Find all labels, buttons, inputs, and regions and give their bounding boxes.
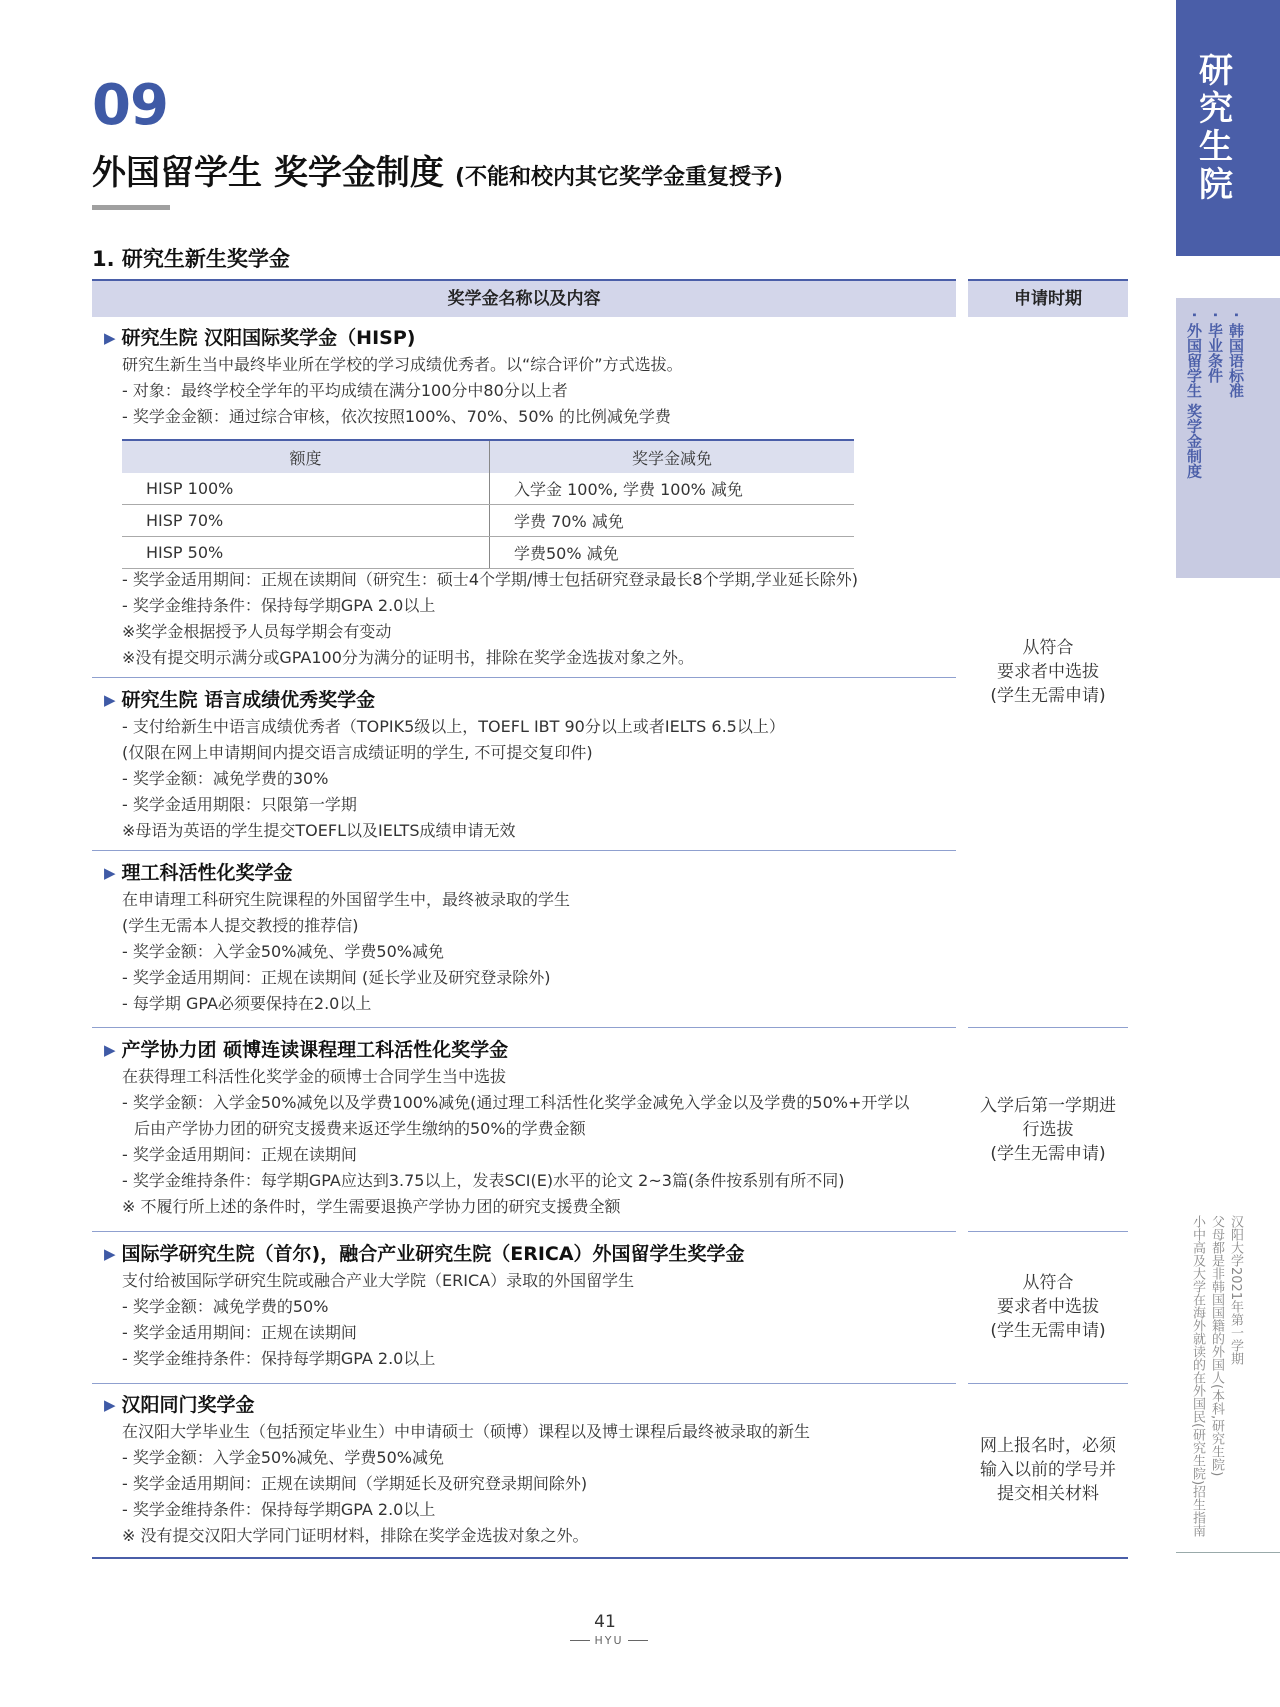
body-line: (仅限在网上申请期间内提交语言成绩证明的学生, 不可提交复印件) — [122, 743, 593, 762]
scholarship-title: ▶ 汉阳同门奖学金 — [104, 1394, 255, 1416]
chapter-tab-label: 研究生院 — [1199, 51, 1233, 205]
scholarship-title: ▶ 研究生院 语言成绩优秀奖学金 — [104, 689, 376, 711]
hisp-rate-table — [122, 439, 854, 569]
side-divider — [1176, 1552, 1280, 1553]
table-cell: HISP 100% — [122, 473, 490, 505]
triangle-bullet-icon: ▶ — [104, 1041, 116, 1059]
table-cell: HISP 70% — [122, 505, 490, 537]
table-header-cell: 额度 — [122, 440, 490, 473]
body-line: - 奖学金额：入学金50%减免、学费50%减免 — [122, 942, 444, 961]
row-divider — [92, 850, 956, 851]
body-line: - 奖学金维持条件：保持每学期GPA 2.0以上 — [122, 596, 436, 615]
triangle-bullet-icon: ▶ — [104, 1245, 116, 1263]
period-divider — [968, 1027, 1128, 1028]
table-row — [122, 537, 854, 569]
chapter-subnav-items — [1183, 312, 1246, 572]
body-line: - 奖学金适用期间：正规在读期间 — [122, 1145, 357, 1164]
hyu-logo: HYU — [590, 1634, 628, 1647]
column-header-period: 申请时期 — [968, 279, 1128, 317]
page-title: 外国留学生 奖学金制度 — [92, 153, 444, 193]
table-header-cell: 奖学金减免 — [490, 440, 855, 473]
body-line: - 每学期 GPA必须要保持在2.0以上 — [122, 994, 372, 1013]
table-cell: 学费50% 减免 — [490, 537, 855, 569]
period-divider — [968, 1231, 1128, 1232]
body-line: ※ 不履行所上述的条件时，学生需要退换产学协力团的研究支援费全额 — [122, 1197, 621, 1216]
triangle-bullet-icon: ▶ — [104, 1396, 116, 1414]
triangle-bullet-icon: ▶ — [104, 864, 116, 882]
table-row — [122, 505, 854, 537]
page-subtitle: (不能和校内其它奖学金重复授予) — [454, 165, 784, 190]
body-line: 在汉阳大学毕业生（包括预定毕业生）中申请硕士（硕博）课程以及博士课程后最终被录取的新生 — [122, 1422, 811, 1441]
subnav-item[interactable]: · 韩国语标准 — [1227, 312, 1245, 398]
scholarship-block — [104, 1391, 964, 1549]
body-line: 在获得理工科活性化奖学金的硕博士合同学生当中选拔 — [122, 1067, 507, 1086]
body-line: 后由产学协力团的研究支援费来返还学生缴纳的50%的学费金额 — [134, 1119, 586, 1138]
body-line: ※ 没有提交汉阳大学同门证明材料，排除在奖学金选拔对象之外。 — [122, 1526, 589, 1545]
body-line: - 奖学金适用期间：正规在读期间（学期延长及研究登录期间除外) — [122, 1474, 588, 1493]
subnav-item[interactable]: · 毕业条件 — [1206, 312, 1224, 383]
body-line: 研究生新生当中最终毕业所在学校的学习成绩优秀者。以“综合评价”方式选拔。 — [122, 355, 683, 374]
body-line: - 支付给新生中语言成绩优秀者（TOPIK5级以上，TOEFL IBT 90分以上或者IELTS 6.5以上） — [122, 717, 785, 736]
body-line: - 奖学金维持条件：每学期GPA应达到3.75以上，发表SCI(E)水平的论文 2~3篇(条件按系别有所不同) — [122, 1171, 845, 1190]
side-footer-line: 小中高及大学在海外就读的在外国民(研究生院)招生指南 — [1190, 1215, 1205, 1538]
body-line: (学生无需本人提交教授的推荐信) — [122, 916, 359, 935]
application-period: 从符合 要求者中选拔 (学生无需申请) — [990, 1273, 1106, 1341]
table-row — [122, 473, 854, 505]
scholarship-block — [104, 1240, 964, 1372]
scholarship-block — [104, 1036, 964, 1220]
table-cell: 学费 70% 减免 — [490, 505, 855, 537]
side-footer-line: 父母都是非韩国国籍的外国人(本科,研究生院) — [1209, 1215, 1224, 1477]
table-cell: HISP 50% — [122, 537, 490, 569]
scholarship-block-continued — [104, 567, 964, 671]
scholarship-title: ▶ 产学协力团 硕博连读课程理工科活性化奖学金 — [104, 1039, 509, 1061]
side-footer-line: 汉阳大学2021年第一学期 — [1228, 1215, 1243, 1366]
period-divider — [968, 1383, 1128, 1384]
body-line: - 奖学金额：减免学费的30% — [122, 769, 329, 788]
subsection-heading: 1. 研究生新生奖学金 — [92, 247, 290, 271]
page-number: 41 — [594, 1612, 616, 1632]
application-period: 网上报名时，必须 输入以前的学号并 提交相关材料 — [980, 1436, 1116, 1504]
body-line: - 奖学金额：减免学费的50% — [122, 1297, 329, 1316]
body-line: - 奖学金额：入学金50%减免、学费50%减免 — [122, 1448, 444, 1467]
table-header-row — [122, 440, 854, 473]
body-line: - 奖学金额：入学金50%减免以及学费100%减免(通过理工科活性化奖学金减免入学金以及学费的50%+开学以 — [122, 1093, 910, 1112]
table-bottom-rule — [92, 1557, 1128, 1559]
body-line: 在申请理工科研究生院课程的外国留学生中，最终被录取的学生 — [122, 890, 571, 909]
row-divider — [92, 1231, 956, 1232]
body-line: ※没有提交明示满分或GPA100分为满分的证明书，排除在奖学金选拔对象之外。 — [122, 648, 694, 667]
page-title-group — [92, 145, 783, 194]
body-line: - 奖学金适用期间：正规在读期间 (延长学业及研究登录除外) — [122, 968, 551, 987]
column-header-content: 奖学金名称以及内容 — [92, 279, 956, 317]
body-line: 支付给被国际学研究生院或融合产业大学院（ERICA）录取的外国留学生 — [122, 1271, 635, 1290]
scholarship-block — [104, 859, 964, 1017]
triangle-bullet-icon: ▶ — [104, 329, 116, 347]
triangle-bullet-icon: ▶ — [104, 691, 116, 709]
row-divider — [92, 677, 956, 678]
row-divider — [92, 1383, 956, 1384]
scholarship-block — [104, 686, 964, 844]
row-divider — [92, 1027, 956, 1028]
scholarship-title: ▶ 国际学研究生院（首尔)，融合产业研究生院（ERICA）外国留学生奖学金 — [104, 1243, 745, 1265]
side-running-footer — [1188, 1215, 1245, 1545]
scholarship-title: ▶ 研究生院 汉阳国际奖学金（HISP) — [104, 327, 416, 349]
body-line: ※奖学金根据授予人员每学期会有变动 — [122, 622, 392, 641]
body-line: - 奖学金适用期间：正规在读期间 — [122, 1323, 357, 1342]
table-cell: 入学金 100%, 学费 100% 减免 — [490, 473, 855, 505]
section-number: 09 — [92, 73, 168, 138]
body-line: - 奖学金适用期限：只限第一学期 — [122, 795, 357, 814]
scholarship-title: ▶ 理工科活性化奖学金 — [104, 862, 293, 884]
application-period: 从符合 要求者中选拔 (学生无需申请) — [990, 638, 1106, 706]
scholarship-block — [104, 324, 964, 430]
body-line: - 奖学金维持条件：保持每学期GPA 2.0以上 — [122, 1349, 436, 1368]
subnav-item[interactable]: · 外国留学生 奖学金制度 — [1185, 312, 1203, 479]
body-line: - 奖学金适用期间：正规在读期间（研究生：硕士4个学期/博士包括研究登录最长8个学期,学业延长除外) — [122, 570, 858, 589]
body-line: - 奖学金金额：通过综合审核，依次按照100%、70%、50% 的比例减免学费 — [122, 407, 671, 426]
body-line: - 奖学金维持条件：保持每学期GPA 2.0以上 — [122, 1500, 436, 1519]
body-line: ※母语为英语的学生提交TOEFL以及IELTS成绩申请无效 — [122, 821, 516, 840]
body-line: - 对象：最终学校全学年的平均成绩在满分100分中80分以上者 — [122, 381, 568, 400]
application-period: 入学后第一学期进 行选拔 (学生无需申请) — [980, 1096, 1116, 1164]
title-underline — [92, 205, 170, 210]
